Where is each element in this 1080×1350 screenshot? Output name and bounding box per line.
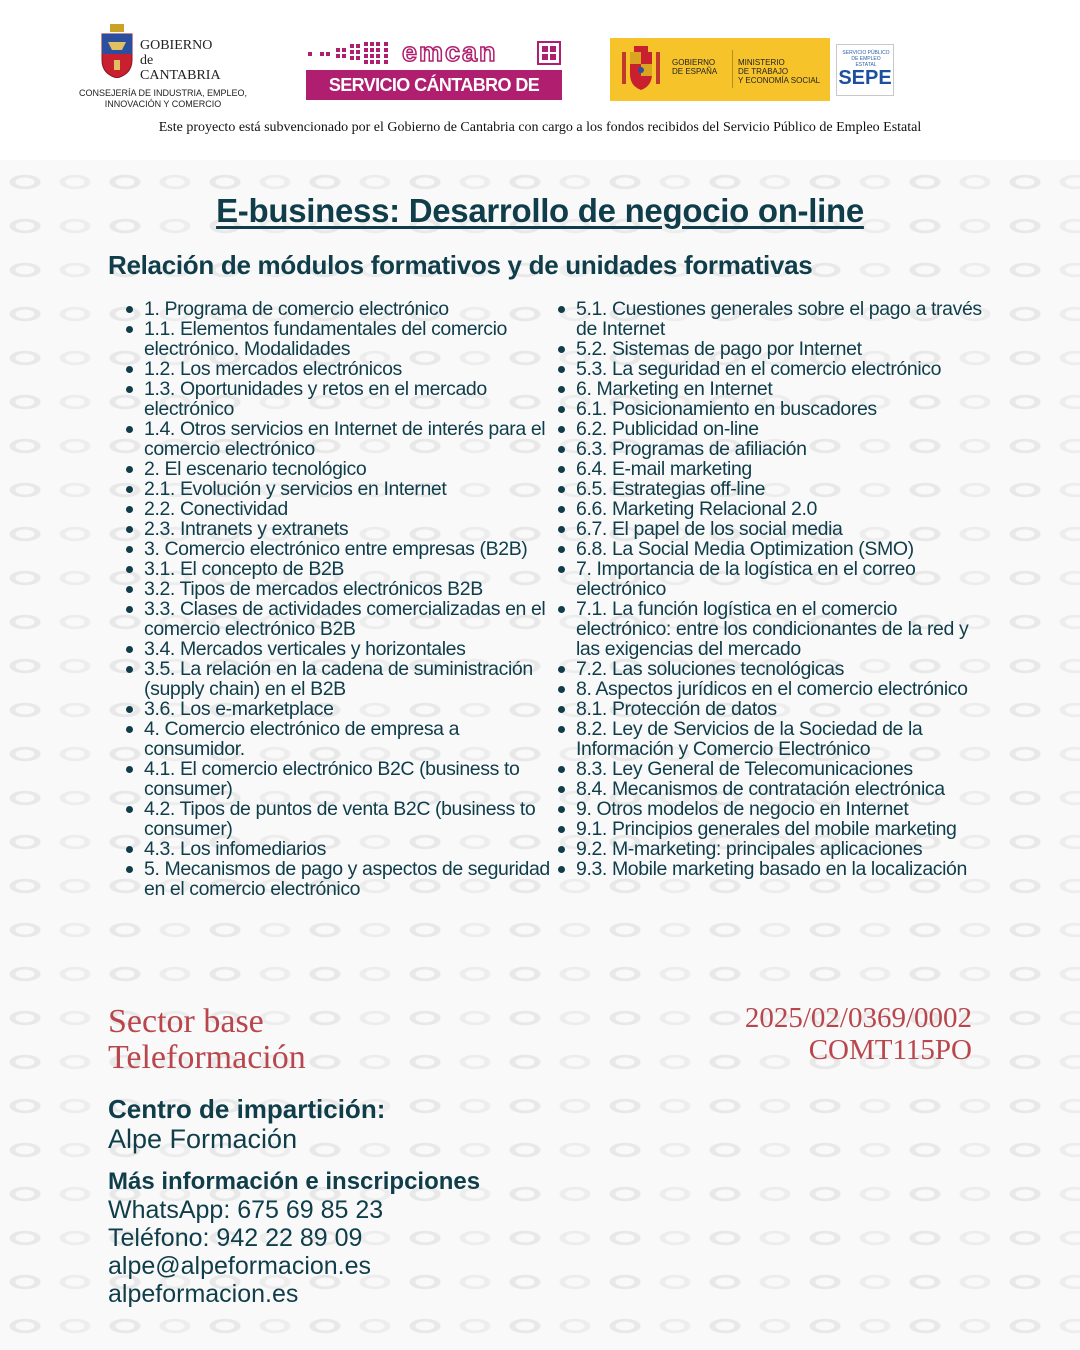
module-item: 8.2. Ley de Servicios de la Sociedad de la Información y Comercio Electrónico [552, 719, 982, 759]
module-item: 6.7. El papel de los social media [552, 519, 982, 539]
ministerio-line: Y ECONOMÍA SOCIAL [738, 76, 821, 85]
modules-list-left [120, 299, 550, 899]
department-line: INNOVACIÓN Y COMERCIO [104, 99, 222, 109]
module-item: 8.4. Mecanismos de contratación electrónica [552, 779, 982, 799]
sepe-line: SERVICIO PÚBLICO [842, 50, 890, 56]
emcan-bar-text: SERVICIO CÁNTABRO DE EMPLEO [306, 70, 562, 100]
module-item: 3.4. Mercados verticales y horizontales [120, 639, 550, 659]
email-link[interactable]: alpe@alpeformacion.es [108, 1252, 372, 1280]
whatsapp-line[interactable]: WhatsApp: 675 69 85 23 [108, 1196, 384, 1224]
module-item: 3. Comercio electrónico entre empresas (B2B) [120, 539, 550, 559]
module-item: 5.3. La seguridad en el comercio electrónico [552, 359, 982, 379]
cantabria-department [68, 88, 258, 110]
module-item: 6.6. Marketing Relacional 2.0 [552, 499, 982, 519]
subsidy-note: Este proyecto está subvencionado por el Gobierno de Cantabria con cargo a los fondos recibidos del Servicio Público de Empleo Estatal [158, 120, 922, 135]
module-item: 3.2. Tipos de mercados electrónicos B2B [120, 579, 550, 599]
module-item: 3.3. Clases de actividades comercializadas en el comercio electrónico B2B [120, 599, 550, 639]
module-item: 2.3. Intranets y extranets [120, 519, 550, 539]
sector-block [108, 1004, 306, 1076]
module-item: 3.6. Los e-marketplace [120, 699, 550, 719]
gobierno-line: GOBIERNO [672, 58, 716, 67]
cantabria-name [140, 38, 221, 83]
module-item: 8.3. Ley General de Telecomunicaciones [552, 759, 982, 779]
modules-heading: Relación de módulos formativos y de unidades formativas [108, 250, 813, 280]
department-line: CONSEJERÍA DE INDUSTRIA, EMPLEO, [78, 88, 248, 98]
module-item: 8. Aspectos jurídicos en el comercio electrónico [552, 679, 982, 699]
module-item: 6.5. Estrategias off-line [552, 479, 982, 499]
gobierno-line: DE ESPAÑA [672, 67, 718, 76]
cantabria-name-line: CANTABRIA [140, 68, 221, 83]
contact-block [108, 1168, 480, 1308]
module-item: 2. El escenario tecnológico [120, 459, 550, 479]
centro-value: Alpe Formación [108, 1124, 298, 1154]
emcan-logo [306, 37, 562, 125]
module-item: 7.2. Las soluciones tecnológicas [552, 659, 982, 679]
gobierno-espana-text [672, 58, 717, 76]
module-item: 1.3. Oportunidades y retos en el mercado electrónico [120, 379, 550, 419]
contact-heading: Más información e inscripciones [108, 1168, 481, 1195]
module-item: 1.1. Elementos fundamentales del comercio electrónico. Modalidades [120, 319, 550, 359]
modality-line: Teleformación [108, 1039, 306, 1076]
phone-line[interactable]: Teléfono: 942 22 89 09 [108, 1224, 363, 1252]
module-item: 4.1. El comercio electrónico B2C (business to consumer) [120, 759, 550, 799]
module-item: 9.3. Mobile marketing basado en la localización [552, 859, 982, 879]
sepe-acronym: SEPE [838, 67, 892, 89]
course-code: COMT115PO [808, 1034, 972, 1066]
module-item: 3.1. El concepto de B2B [120, 559, 550, 579]
ministerio-line: DE TRABAJO [738, 67, 789, 76]
course-codes [745, 1002, 972, 1066]
module-item: 7. Importancia de la logística en el correo electrónico [552, 559, 982, 599]
sepe-logo [836, 44, 894, 96]
sepe-line: DE EMPLEO ESTATAL [851, 56, 881, 68]
course-title: E-business: Desarrollo de negocio on-line [216, 192, 864, 229]
module-item: 6.2. Publicidad on-line [552, 419, 982, 439]
module-item: 5. Mecanismos de pago y aspectos de seguridad en el comercio electrónico [120, 859, 550, 899]
expediente-code: 2025/02/0369/0002 [744, 1002, 972, 1034]
module-item: 9.2. M-marketing: principales aplicaciones [552, 839, 982, 859]
header [0, 0, 1080, 160]
cantabria-shield-icon [100, 24, 134, 78]
module-item: 6.3. Programas de afiliación [552, 439, 982, 459]
module-item: 4.2. Tipos de puntos de venta B2C (business to consumer) [120, 799, 550, 839]
ministerio-line: MINISTERIO [738, 58, 785, 67]
module-item: 7.1. La función logística en el comercio electrónico: entre los condicionantes de la red y las exigencias del mercado [552, 599, 982, 659]
gobierno-cantabria-logo [68, 20, 258, 112]
module-item: 6.4. E-mail marketing [552, 459, 982, 479]
module-item: 1.2. Los mercados electrónicos [120, 359, 550, 379]
ministerio-text [738, 58, 820, 85]
module-item: 8.1. Protección de datos [552, 699, 982, 719]
module-item: 1.4. Otros servicios en Internet de interés para el comercio electrónico [120, 419, 550, 459]
module-item: 6.1. Posicionamiento en buscadores [552, 399, 982, 419]
module-item: 9.1. Principios generales del mobile marketing [552, 819, 982, 839]
gobierno-divider [732, 50, 733, 88]
website-link[interactable]: alpeformacion.es [108, 1280, 299, 1308]
module-item: 2.1. Evolución y servicios en Internet [120, 479, 550, 499]
module-item: 5.1. Cuestiones generales sobre el pago a través de Internet [552, 299, 982, 339]
sector-line: Sector base [108, 1003, 264, 1040]
centro-label: Centro de impartición: [108, 1094, 386, 1124]
module-item: 3.5. La relación en la cadena de suministración (supply chain) en el B2B [120, 659, 550, 699]
cantabria-name-line: GOBIERNO [140, 38, 213, 53]
cantabria-name-line: de [140, 53, 154, 68]
centro-block [108, 1094, 385, 1154]
sepe-fullname [841, 50, 891, 68]
module-item: 2.2. Conectividad [120, 499, 550, 519]
module-item: 9. Otros modelos de negocio en Internet [552, 799, 982, 819]
gobierno-espana-logo [610, 38, 830, 101]
spain-coat-of-arms-icon [618, 44, 664, 94]
module-item: 1. Programa de comercio electrónico [120, 299, 550, 319]
emcan-wordmark: emcan [402, 37, 498, 67]
module-item: 4. Comercio electrónico de empresa a consumidor. [120, 719, 550, 759]
module-item: 5.2. Sistemas de pago por Internet [552, 339, 982, 359]
modules-list-right [552, 299, 982, 879]
module-item: 4.3. Los infomediarios [120, 839, 550, 859]
module-item: 6. Marketing en Internet [552, 379, 982, 399]
module-item: 6.8. La Social Media Optimization (SMO) [552, 539, 982, 559]
